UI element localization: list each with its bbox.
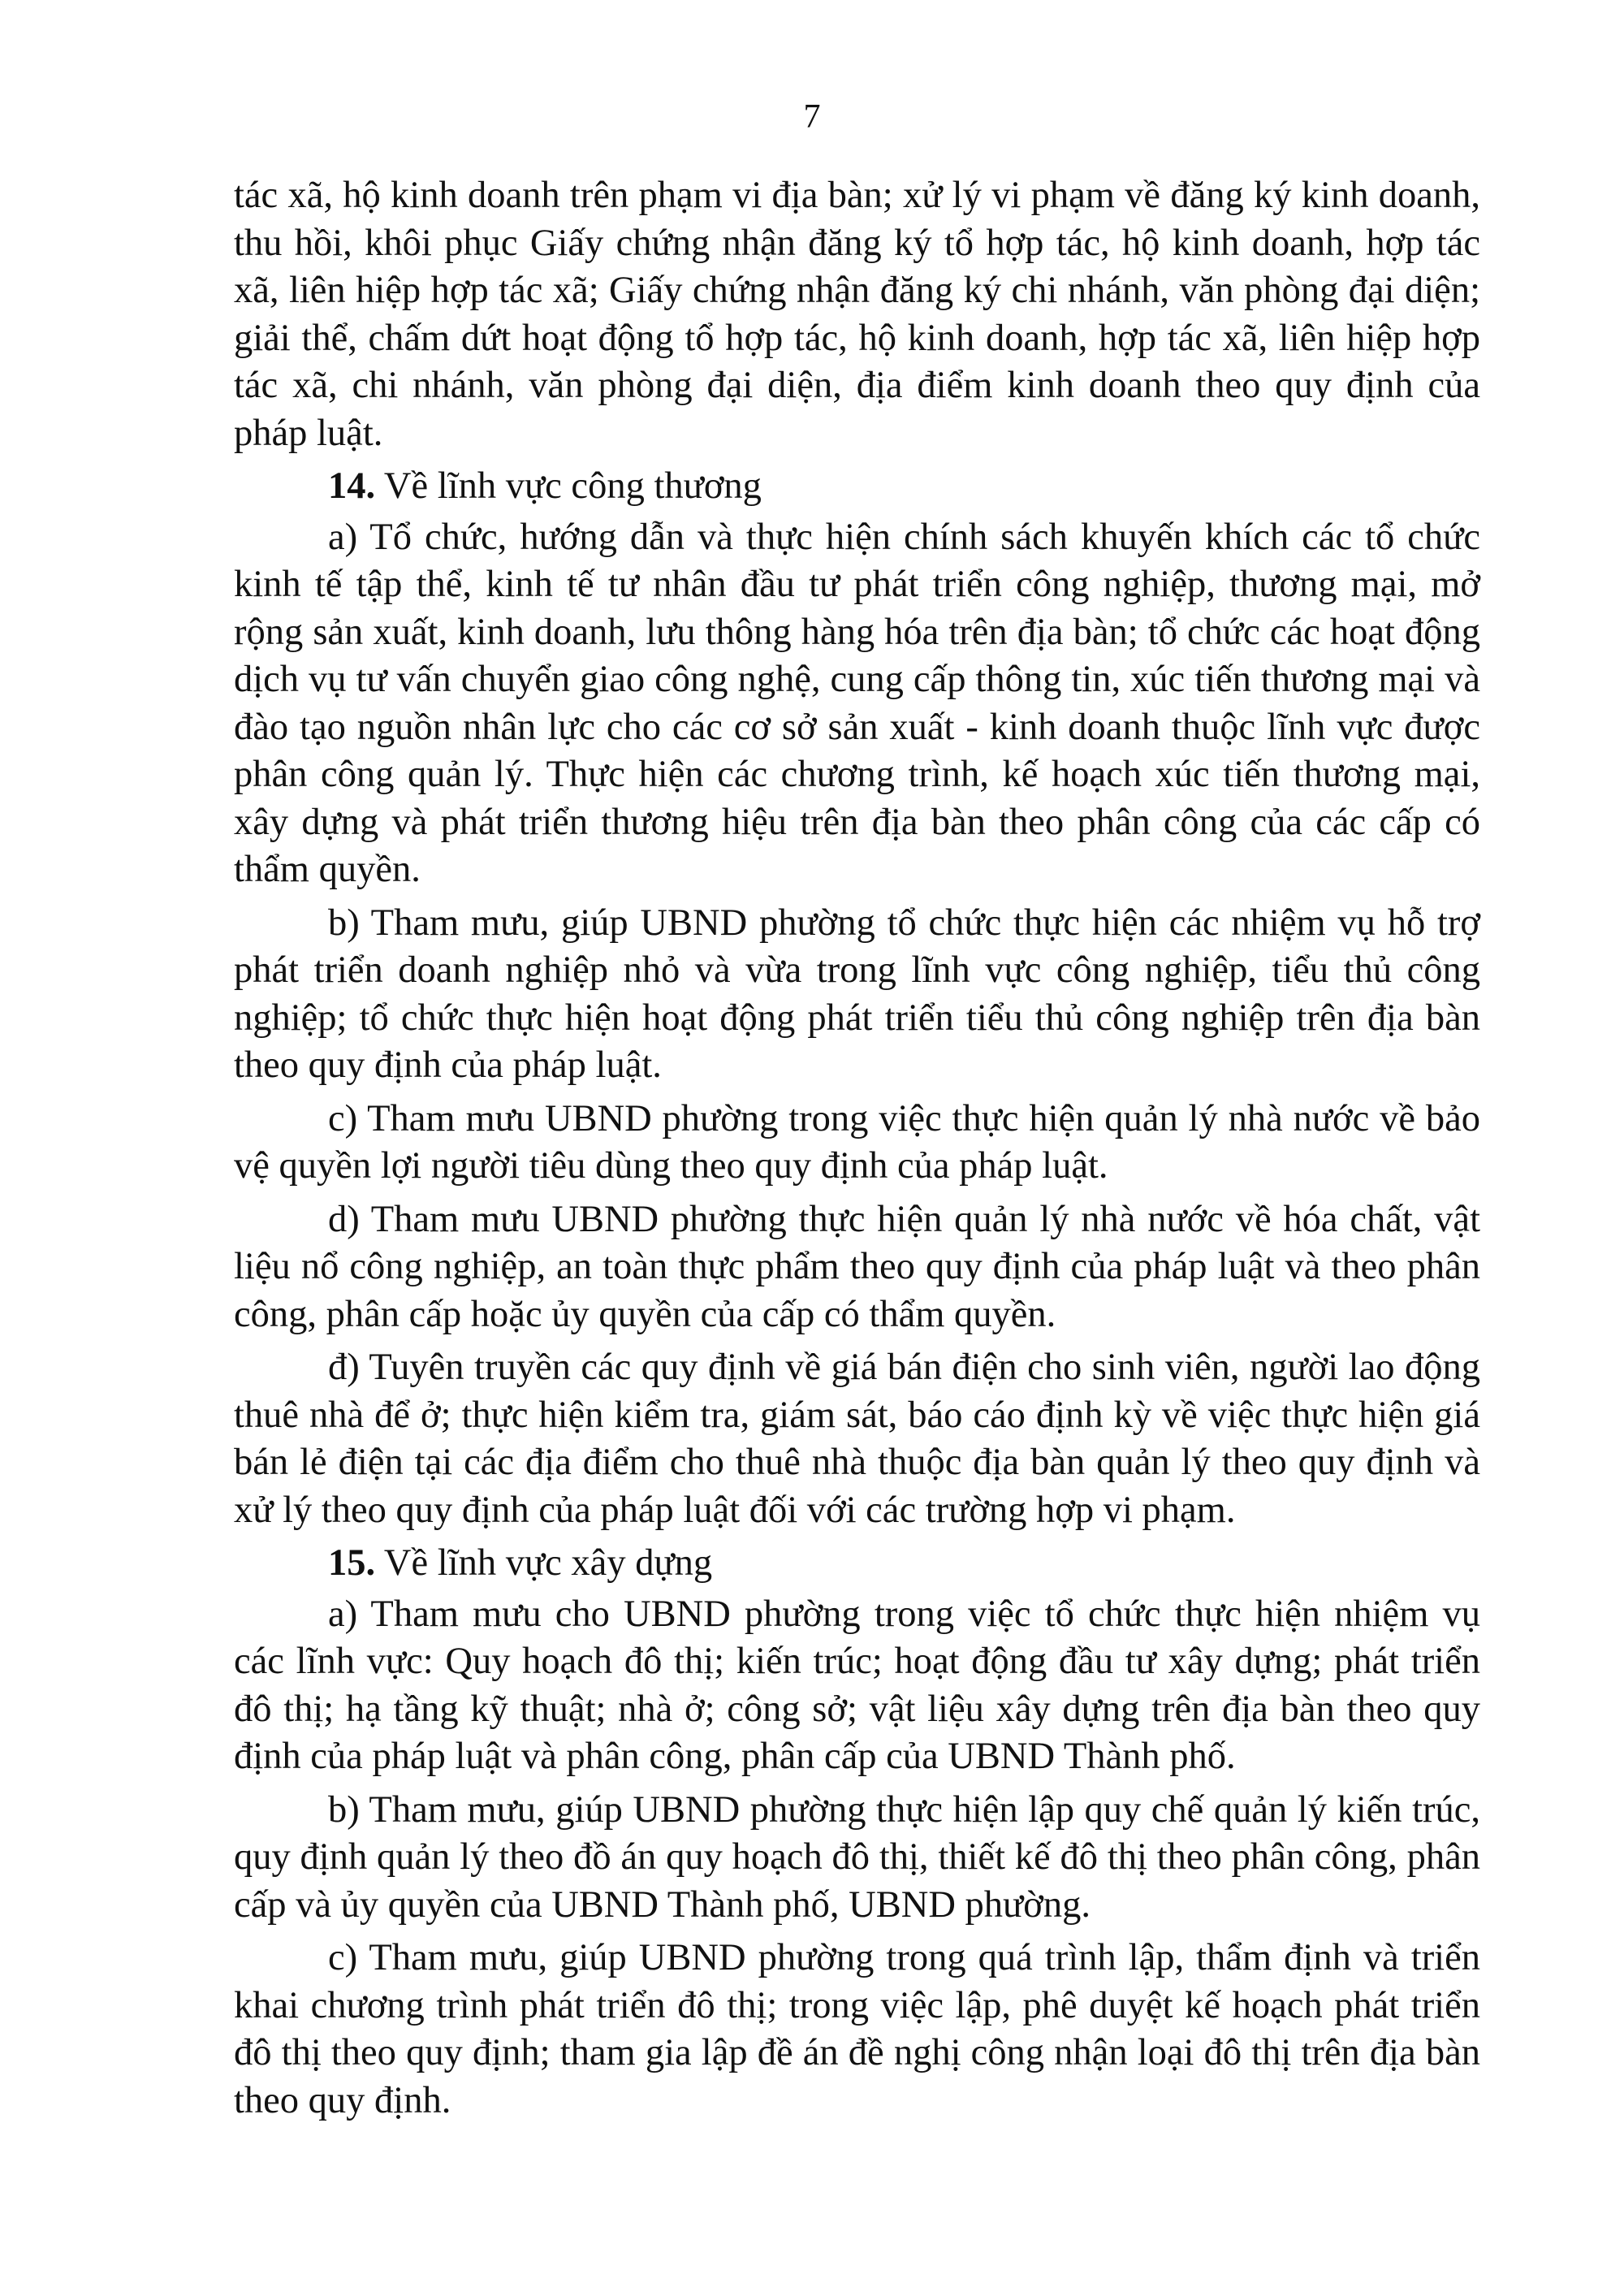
- section-number: 15.: [328, 1542, 376, 1584]
- paragraph-14b: b) Tham mưu, giúp UBND phường tổ chức thực hiện các nhiệm vụ hỗ trợ phát triển doanh nghiệp nhỏ và vừa trong lĩnh vực công nghiệp, tiểu thủ công nghiệp; tổ chức thực hiện hoạt động phát triển tiểu thủ công nghiệp trên địa bàn theo quy định của pháp luật.: [234, 902, 1480, 1086]
- page-number: 7: [803, 98, 821, 136]
- section-number: 14.: [328, 465, 376, 507]
- paragraph-14c: c) Tham mưu UBND phường trong việc thực hiện quản lý nhà nước về bảo vệ quyền lợi người tiêu dùng theo quy định của pháp luật.: [234, 1097, 1480, 1187]
- paragraph-14dd: đ) Tuyên truyền các quy định về giá bán điện cho sinh viên, người lao động thuê nhà để ở; thực hiện kiểm tra, giám sát, báo cáo định kỳ về việc thực hiện giá bán lẻ điện tại các địa điểm cho thuê nhà thuộc địa bàn quản lý theo quy định và xử lý theo quy định của pháp luật đối với các trường hợp vi phạm.: [234, 1347, 1480, 1531]
- document-body: [234, 172, 1480, 2130]
- section-heading-14: [234, 463, 1480, 511]
- paragraph-15a: a) Tham mưu cho UBND phường trong việc tổ chức thực hiện nhiệm vụ các lĩnh vực: Quy hoạch đô thị; kiến trúc; hoạt động đầu tư xây dựng; phát triển đô thị; hạ tầng kỹ thuật; nhà ở; công sở; vật liệu xây dựng trên địa bàn theo quy định của pháp luật và phân công, phân cấp của UBND Thành phố.: [234, 1593, 1480, 1777]
- paragraph-15b: b) Tham mưu, giúp UBND phường thực hiện lập quy chế quản lý kiến trúc, quy định quản lý theo đồ án quy hoạch đô thị, thiết kế đô thị theo phân công, phân cấp và ủy quyền của UBND Thành phố, UBND phường.: [234, 1788, 1480, 1926]
- paragraph-14a: a) Tổ chức, hướng dẫn và thực hiện chính sách khuyến khích các tổ chức kinh tế tập thể, kinh tế tư nhân đầu tư phát triển công nghiệp, thương mại, mở rộng sản xuất, kinh doanh, lưu thông hàng hóa trên địa bàn; tổ chức các hoạt động dịch vụ tư vấn chuyển giao công nghệ, cung cấp thông tin, xúc tiến thương mại và đào tạo nguồn nhân lực cho các cơ sở sản xuất - kinh doanh thuộc lĩnh vực được phân công quản lý. Thực hiện các chương trình, kế hoạch xúc tiến thương mại, xây dựng và phát triển thương hiệu trên địa bàn theo phân công của các cấp có thẩm quyền.: [234, 516, 1480, 890]
- paragraph-14d: d) Tham mưu UBND phường thực hiện quản lý nhà nước về hóa chất, vật liệu nổ công nghiệp, an toàn thực phẩm theo quy định của pháp luật và theo phân công, phân cấp hoặc ủy quyền của cấp có thẩm quyền.: [234, 1198, 1480, 1335]
- section-heading-15: [234, 1540, 1480, 1588]
- paragraph-continuation: tác xã, hộ kinh doanh trên phạm vi địa bàn; xử lý vi phạm về đăng ký kinh doanh, thu hồi, khôi phục Giấy chứng nhận đăng ký tổ hợp tác, hộ kinh doanh, hợp tác xã, liên hiệp hợp tác xã; Giấy chứng nhận đăng ký chi nhánh, văn phòng đại diện; giải thể, chấm dứt hoạt động tổ hợp tác, hộ kinh doanh, hợp tác xã, liên hiệp hợp tác xã, chi nhánh, văn phòng đại diện, địa điểm kinh doanh theo quy định của pháp luật.: [234, 175, 1480, 454]
- paragraph-15c: c) Tham mưu, giúp UBND phường trong quá trình lập, thẩm định và triển khai chương trình phát triển đô thị; trong việc lập, phê duyệt kế hoạch phát triển đô thị theo quy định; tham gia lập đề án đề nghị công nhận loại đô thị trên địa bàn theo quy định.: [234, 1937, 1480, 2121]
- section-title: Về lĩnh vực xây dựng: [375, 1542, 713, 1584]
- section-title: Về lĩnh vực công thương: [375, 465, 762, 507]
